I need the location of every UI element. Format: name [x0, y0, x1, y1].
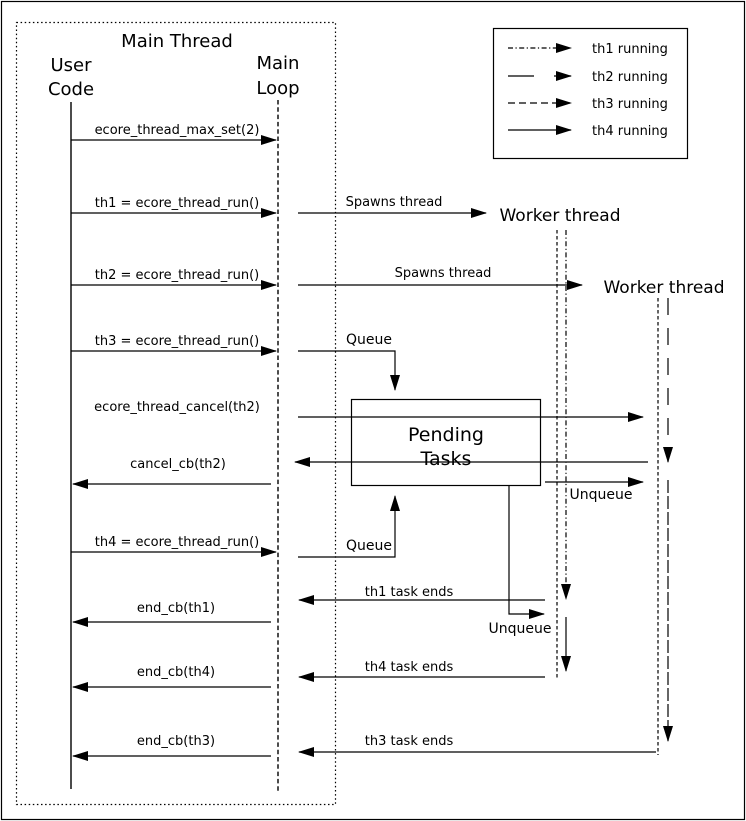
th4-run-label: th4 = ecore_thread_run(): [94, 535, 260, 550]
user-code-title-line1: User: [50, 55, 92, 76]
queue-1-arrow: [298, 351, 395, 390]
unqueue-1-label: Unqueue: [569, 487, 633, 503]
legend-label-th3: th3 running: [592, 97, 668, 112]
unqueue-2-label: Unqueue: [488, 621, 552, 637]
end-cb-th1-label: end_cb(th1): [136, 601, 216, 616]
legend-label-th4: th4 running: [592, 124, 668, 139]
th1-run-label: th1 = ecore_thread_run(): [94, 196, 260, 211]
main-loop-title-line2: Loop: [256, 78, 300, 99]
legend-label-th2: th2 running: [592, 70, 668, 85]
th3-task-ends-label: th3 task ends: [364, 734, 454, 749]
th1-task-ends-label: th1 task ends: [364, 585, 454, 600]
end-cb-th4-label: end_cb(th4): [136, 665, 216, 680]
cancel-cb-label: cancel_cb(th2): [130, 457, 226, 472]
spawns-thread-2-label: Spawns thread: [394, 266, 492, 281]
queue-1-label: Queue: [346, 332, 392, 348]
main-loop-title-line1: Main: [256, 53, 300, 74]
end-cb-th3-label: end_cb(th3): [136, 734, 216, 749]
worker2-title: Worker thread: [603, 278, 725, 298]
unqueue-2-arrow: [509, 486, 544, 614]
worker1-title: Worker thread: [499, 206, 621, 226]
th2-run-label: th2 = ecore_thread_run(): [94, 268, 260, 283]
th4-task-ends-label: th4 task ends: [364, 660, 454, 675]
th3-run-label: th3 = ecore_thread_run(): [94, 334, 260, 349]
pending-tasks-label-line2: Tasks: [420, 448, 472, 470]
spawns-thread-1-label: Spawns thread: [345, 195, 443, 210]
cancel-label: ecore_thread_cancel(th2): [94, 400, 260, 415]
user-code-title-line2: Code: [47, 79, 95, 100]
queue-2-label: Queue: [346, 538, 392, 554]
pending-tasks-label-line1: Pending: [408, 424, 484, 446]
main-thread-title: Main Thread: [121, 31, 233, 52]
max-set-label: ecore_thread_max_set(2): [94, 123, 260, 138]
legend-label-th1: th1 running: [592, 42, 668, 57]
